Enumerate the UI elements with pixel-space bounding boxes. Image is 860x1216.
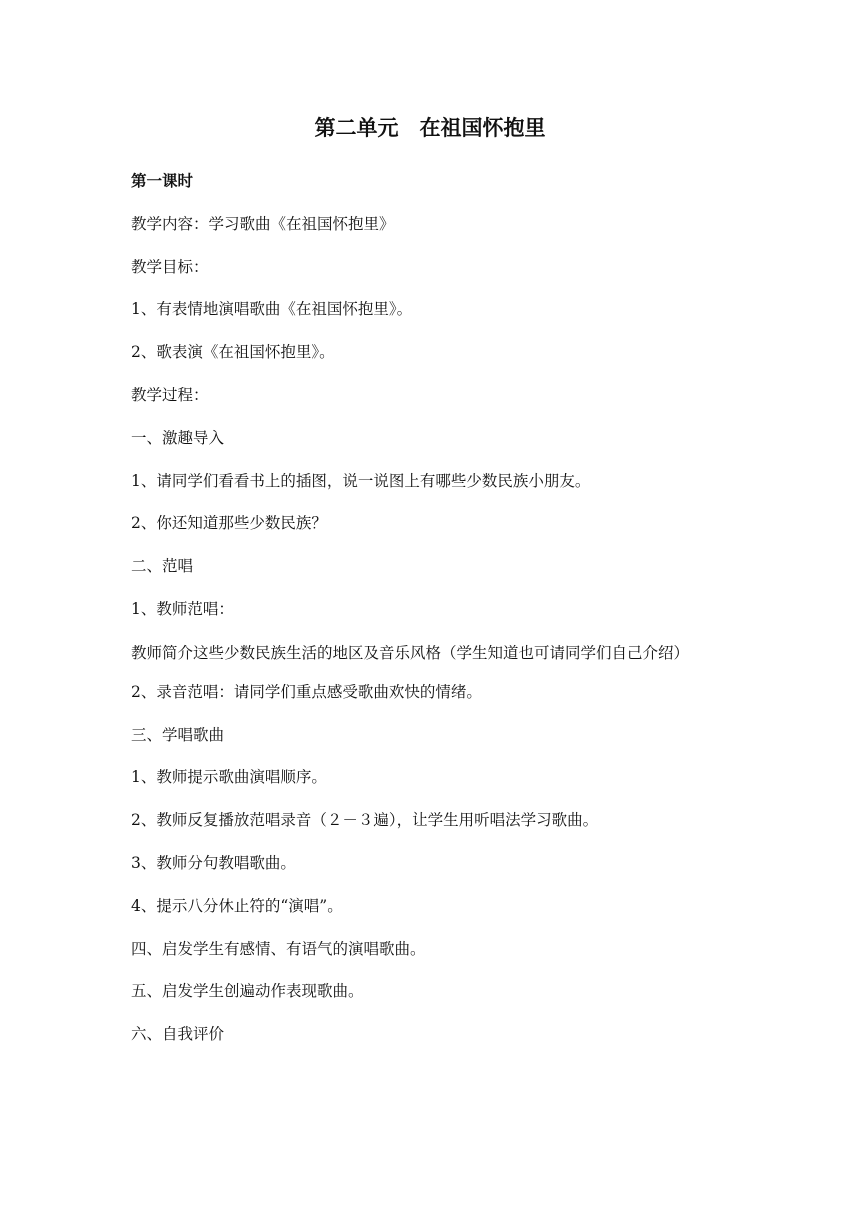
document-body	[131, 168, 731, 1064]
paragraph: 教学目标：	[131, 257, 209, 276]
paragraph: 教师简介这些少数民族生活的地区及音乐风格（学生知道也可请同学们自己介绍）	[131, 643, 690, 662]
paragraph: 2、录音范唱：请同学们重点感受歌曲欢快的情绪。	[131, 682, 482, 701]
paragraph: 四、启发学生有感情、有语气的演唱歌曲。	[131, 939, 426, 958]
paragraph: 2、你还知道那些少数民族？	[131, 514, 327, 533]
document-title: 第二单元 在祖国怀抱里	[314, 116, 546, 140]
paragraph: 1、请同学们看看书上的插图，说一说图上有哪些少数民族小朋友。	[131, 471, 591, 490]
paragraph: 3、教师分句教唱歌曲。	[131, 853, 296, 872]
paragraph: 五、启发学生创遍动作表现歌曲。	[131, 982, 364, 1001]
paragraph: 1、教师提示歌曲演唱顺序。	[131, 768, 327, 787]
paragraph: 1、教师范唱：	[131, 599, 234, 618]
paragraph: 一、激趣导入	[131, 428, 225, 447]
paragraph: 教学过程：	[131, 385, 209, 404]
paragraph: 4、提示八分休止符的“演唱”。	[131, 896, 343, 915]
paragraph: 三、学唱歌曲	[131, 725, 225, 744]
paragraph: 1、有表情地演唱歌曲《在祖国怀抱里》。	[131, 300, 413, 319]
paragraph: 2、教师反复播放范唱录音（２－３遍），让学生用听唱法学习歌曲。	[131, 811, 599, 830]
paragraph: 六、自我评价	[131, 1025, 225, 1044]
section-heading: 第一课时	[131, 172, 194, 190]
paragraph: 二、范唱	[131, 557, 194, 576]
paragraph: 2、歌表演《在祖国怀抱里》。	[131, 343, 335, 362]
paragraph: 教学内容：学习歌曲《在祖国怀抱里》	[131, 214, 395, 233]
